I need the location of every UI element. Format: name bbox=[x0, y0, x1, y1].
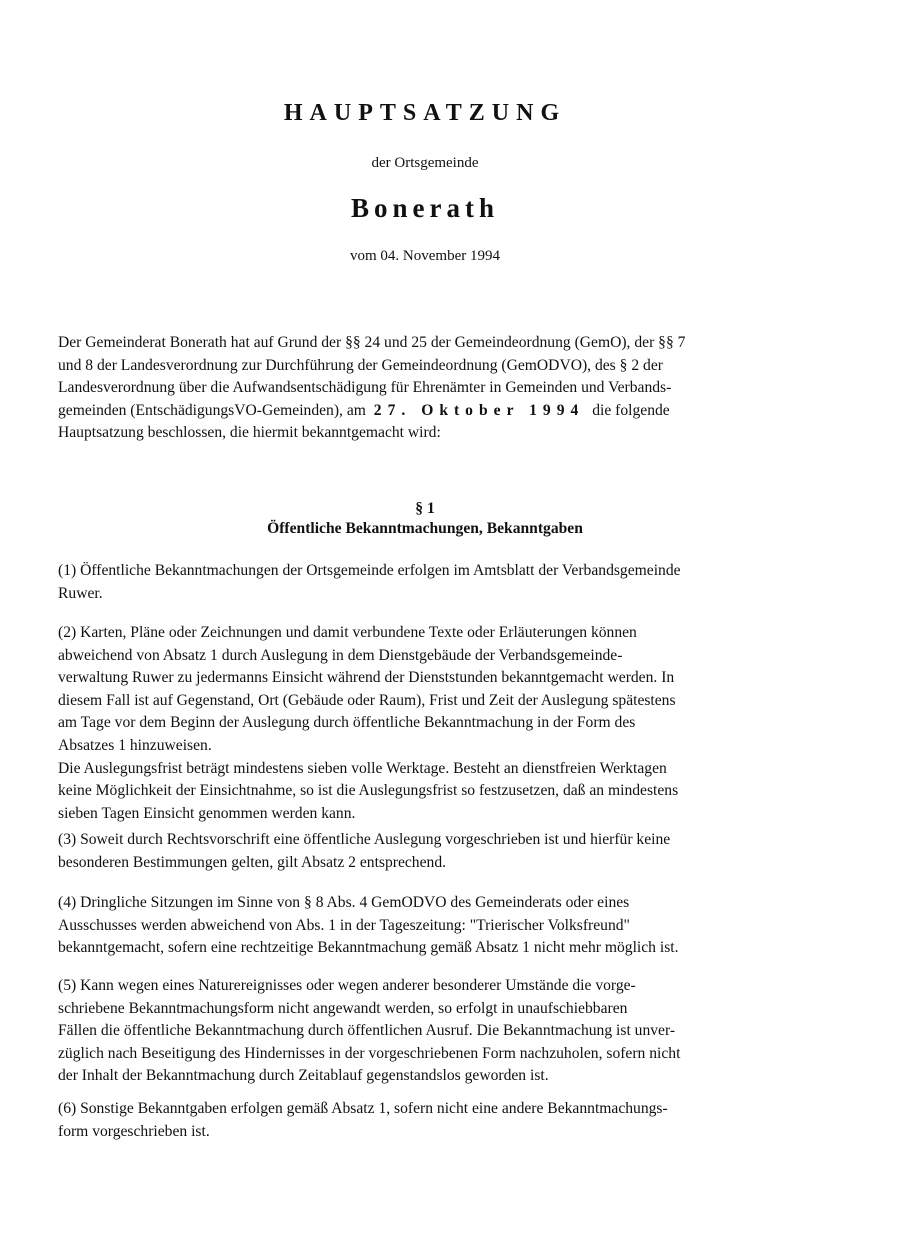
paragraph-line: sieben Tagen Einsicht genommen werden kann. bbox=[58, 804, 356, 822]
paragraph-5 bbox=[58, 975, 848, 1088]
document-title: HAUPTSATZUNG bbox=[283, 100, 567, 126]
paragraph-line: (5) Kann wegen eines Naturereignisses oder wegen anderer besonderer Umstände die vorge- bbox=[58, 977, 636, 994]
paragraph-2 bbox=[58, 622, 848, 825]
paragraph-1 bbox=[58, 560, 848, 605]
paragraph-6 bbox=[58, 1098, 848, 1143]
paragraph-line: keine Möglichkeit der Einsichtnahme, so ist die Auslegungsfrist so festzusetzen, daß an mindestens bbox=[58, 782, 679, 800]
paragraph-line: diesem Fall ist auf Gegenstand, Ort (Gebäude oder Raum), Frist und Zeit der Auslegung spätestens bbox=[58, 691, 676, 709]
preamble-line bbox=[58, 400, 848, 423]
paragraph-line: am Tage vor dem Beginn der Auslegung durch öffentliche Bekanntmachung in der Form des bbox=[58, 714, 636, 732]
section-title: Öffentliche Bekanntmachungen, Bekanntgaben bbox=[267, 520, 583, 537]
preamble-text: gemeinden (EntschädigungsVO-Gemeinden), am bbox=[58, 401, 366, 419]
paragraph-line: besonderen Bestimmungen gelten, gilt Absatz 2 entsprechend. bbox=[58, 853, 447, 871]
paragraph-line: (3) Soweit durch Rechtsvorschrift eine öffentliche Auslegung vorgeschrieben ist und hierfür keine bbox=[58, 831, 671, 848]
paragraph-line: Die Auslegungsfrist beträgt mindestens sieben volle Werktage. Besteht an dienstfreien Werktagen bbox=[58, 759, 667, 777]
section-number: § 1 bbox=[415, 500, 435, 517]
document-subtitle: der Ortsgemeinde bbox=[371, 155, 479, 171]
paragraph-line: (6) Sonstige Bekanntgaben erfolgen gemäß Absatz 1, sofern nicht eine andere Bekanntmachungs- bbox=[58, 1100, 668, 1117]
preamble-line: Landesverordnung über die Aufwandsentschädigung für Ehrenämter in Gemeinden und Verbands- bbox=[58, 379, 672, 397]
preamble bbox=[58, 332, 848, 445]
paragraph-line: schriebene Bekanntmachungsform nicht angewandt werden, so erfolgt in unaufschiebbaren bbox=[58, 999, 628, 1017]
paragraph-line: (4) Dringliche Sitzungen im Sinne von § 8 Abs. 4 GemODVO des Gemeinderats oder eines bbox=[58, 894, 630, 911]
preamble-text: die folgende bbox=[592, 401, 670, 419]
paragraph-line: der Inhalt der Bekanntmachung durch Zeitablauf gegenstandslos geworden ist. bbox=[58, 1067, 549, 1085]
preamble-line: und 8 der Landesverordnung zur Durchführung der Gemeindeordnung (GemODVO), des § 2 der bbox=[58, 356, 663, 374]
document-date: vom 04. November 1994 bbox=[350, 248, 500, 264]
paragraph-line: verwaltung Ruwer zu jedermanns Einsicht während der Dienststunden bekanntgemacht werden. In bbox=[58, 669, 675, 687]
paragraph-line: züglich nach Beseitigung des Hindernisses in der vorgeschriebenen Form nachzuholen, sofern nicht bbox=[58, 1044, 681, 1062]
paragraph-line: form vorgeschrieben ist. bbox=[58, 1122, 210, 1140]
paragraph-line: Ausschusses werden abweichend von Abs. 1 in der Tageszeitung: "Trierischer Volksfreund" bbox=[58, 916, 630, 934]
paragraph-line: Ruwer. bbox=[58, 584, 103, 602]
municipality-name: Bonerath bbox=[351, 193, 499, 223]
resolution-date: 27. Oktober 1994 bbox=[373, 401, 585, 419]
paragraph-line: bekanntgemacht, sofern eine rechtzeitige Bekanntmachung gemäß Absatz 1 nicht mehr möglich ist. bbox=[58, 939, 679, 957]
paragraph-line: abweichend von Absatz 1 durch Auslegung in dem Dienstgebäude der Verbandsgemeinde- bbox=[58, 646, 623, 664]
paragraph-line: (1) Öffentliche Bekanntmachungen der Ortsgemeinde erfolgen im Amtsblatt der Verbandsgemeinde bbox=[58, 562, 681, 579]
paragraph-line: Fällen die öffentliche Bekanntmachung durch öffentlichen Ausruf. Die Bekanntmachung ist unver- bbox=[58, 1022, 676, 1040]
paragraph-line: (2) Karten, Pläne oder Zeichnungen und damit verbundene Texte oder Erläuterungen können bbox=[58, 624, 637, 641]
preamble-line: Der Gemeinderat Bonerath hat auf Grund der §§ 24 und 25 der Gemeindeordnung (GemO), der §§ 7 bbox=[58, 334, 686, 351]
preamble-line: Hauptsatzung beschlossen, die hiermit bekanntgemacht wird: bbox=[58, 424, 441, 442]
paragraph-line: Absatzes 1 hinzuweisen. bbox=[58, 736, 212, 754]
paragraph-4 bbox=[58, 892, 848, 960]
paragraph-3 bbox=[58, 829, 848, 874]
